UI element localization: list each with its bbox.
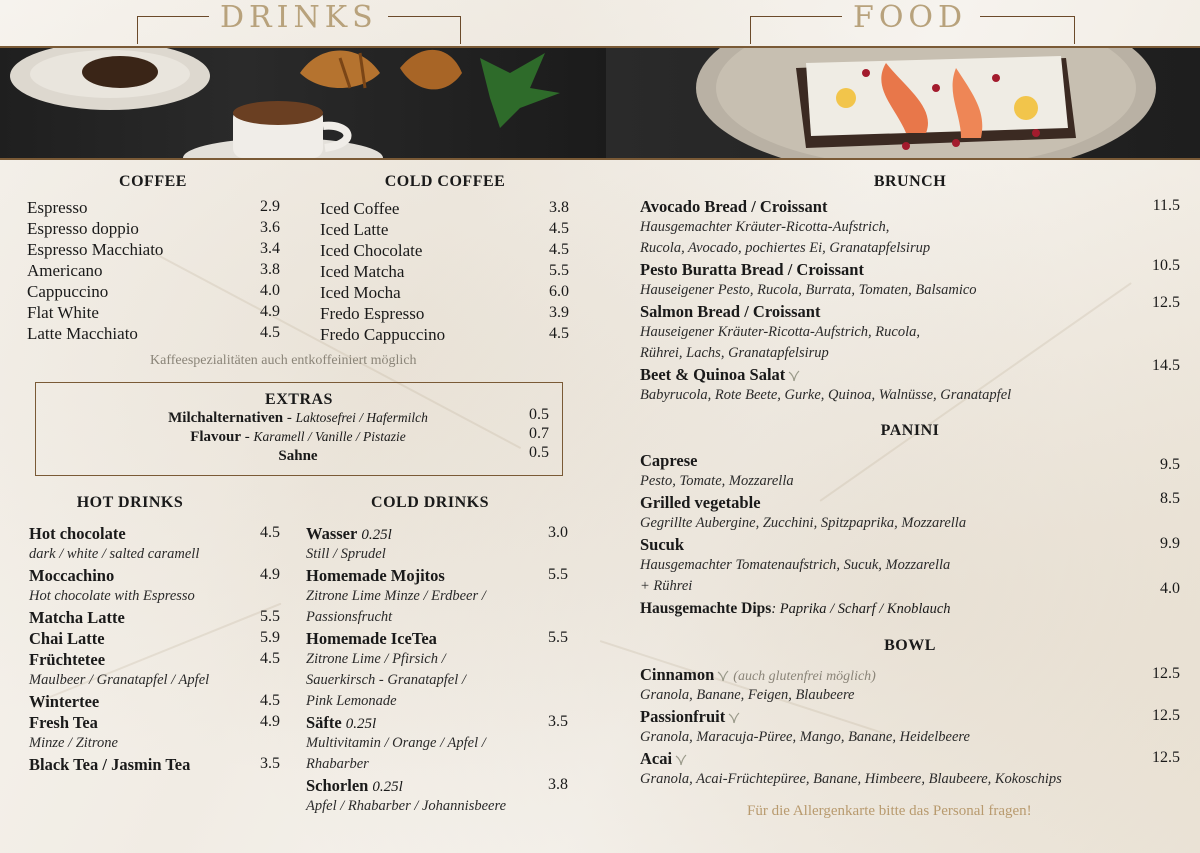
coffee-croissant-photo [0, 48, 606, 158]
menu-item-name: Iced Mocha [320, 283, 401, 302]
extras-item-detail: Laktosefrei / Hafermilch [295, 410, 428, 425]
dips-detail: : Paprika / Scharf / Knoblauch [771, 601, 951, 617]
extras-item-price: 0.7 [529, 425, 549, 442]
menu-item-description: Minze / Zitrone [29, 735, 118, 751]
menu-item-description: Granola, Acai-Früchtepüree, Banane, Himbeere, Blaubeere, Kokoschips [640, 771, 1062, 787]
menu-item-name: Iced Matcha [320, 262, 405, 281]
menu-item-price: 5.5 [548, 629, 568, 646]
menu-item-description: Gegrillte Aubergine, Zucchini, Spitzpaprika, Mozzarella [640, 515, 967, 531]
menu-item-size: 0.25l [372, 779, 403, 795]
extras-item-price: 0.5 [529, 406, 549, 423]
menu-item-description: + Rührei [640, 578, 693, 594]
menu-item-price: 3.5 [260, 755, 280, 772]
vegan-leaf-icon [728, 712, 740, 724]
menu-item-name: Americano [27, 261, 103, 280]
menu-item-description: Zitrone Lime / Pfirsich / [306, 651, 446, 667]
menu-item-description: Rührei, Lachs, Granatapfelsirup [640, 345, 829, 361]
menu-item-name [640, 302, 820, 322]
menu-item-price: 4.9 [260, 566, 280, 583]
menu-item-description: Hausgemachter Tomatenaufstrich, Sucuk, Mozzarella [640, 557, 951, 573]
menu-item-title: Säfte [306, 713, 342, 732]
menu-item-price: 4.5 [260, 692, 280, 709]
menu-item-description: Zitrone Lime Minze / Erdbeer / [306, 588, 486, 604]
menu-item-name: Fredo Cappuccino [320, 325, 446, 344]
menu-item-price: 3.5 [548, 713, 568, 730]
menu-item-title: Caprese [640, 451, 698, 470]
menu-item-name: Früchtetee [29, 650, 106, 669]
menu-item-description: Babyrucola, Rote Beete, Gurke, Quinoa, Walnüsse, Granatapfel [640, 387, 1012, 403]
menu-item-title: Avocado Bread / Croissant [640, 197, 828, 216]
menu-item-price: 4.5 [549, 220, 569, 237]
menu-item-description: Hot chocolate with Espresso [29, 588, 195, 604]
menu-item-title: Homemade IceTea [306, 629, 437, 648]
menu-item-price: 4.5 [549, 325, 569, 342]
cold-drinks-heading: COLD DRINKS [371, 494, 489, 511]
drinks-banner-image [0, 46, 606, 160]
menu-item-title: Schorlen [306, 776, 369, 795]
coffee-heading: COFFEE [119, 173, 187, 190]
menu-item-price: 9.9 [1160, 535, 1180, 552]
extras-item-name: Flavour [190, 429, 242, 445]
menu-item-name: Hot chocolate [29, 524, 126, 543]
salmon-bread-plate-image [606, 48, 1200, 158]
menu-item-name: Wintertee [29, 692, 100, 711]
menu-item-price: 5.5 [260, 608, 280, 625]
menu-item-price: 11.5 [1152, 197, 1180, 214]
extras-heading: EXTRAS [265, 391, 333, 408]
menu-item-price: 5.9 [260, 629, 280, 646]
menu-item-price: 3.6 [260, 219, 280, 236]
extras-item-name: Sahne [278, 448, 318, 464]
menu-item-price: 10.5 [1152, 257, 1180, 274]
menu-item-description: Hausgemachter Kräuter-Ricotta-Aufstrich, [640, 219, 890, 235]
menu-item-price: 3.9 [549, 304, 569, 321]
menu-item-name [640, 260, 864, 280]
menu-item-name: Cappuccino [27, 282, 109, 301]
decaf-note: Kaffeespezialitäten auch entkoffeiniert möglich [150, 353, 417, 368]
menu-item-note: (auch glutenfrei möglich) [733, 669, 876, 684]
menu-item-name: Iced Coffee [320, 199, 400, 218]
food-banner-image [606, 46, 1200, 160]
menu-item-name [640, 365, 800, 385]
menu-item-name [640, 665, 876, 685]
menu-item-price: 12.5 [1152, 294, 1180, 311]
vegan-leaf-icon [675, 754, 687, 766]
menu-item-description: Multivitamin / Orange / Apfel / [306, 735, 486, 751]
menu-item-price: 12.5 [1152, 749, 1180, 766]
menu-item-name [306, 713, 376, 733]
menu-item-name [306, 524, 392, 544]
menu-item-price: 4.5 [260, 650, 280, 667]
menu-item-price: 2.9 [260, 198, 280, 215]
drinks-header [0, 0, 600, 46]
menu-item-price: 14.5 [1152, 357, 1180, 374]
menu-item-description: Apfel / Rhabarber / Johannisbeere [306, 798, 507, 814]
menu-item-name [640, 707, 740, 727]
menu-item-price: 3.4 [260, 240, 280, 257]
food-title: FOOD [853, 0, 968, 35]
menu-item-title: Passionfruit [640, 707, 726, 726]
menu-item-price: 3.0 [548, 524, 568, 541]
drinks-title: DRINKS [220, 0, 378, 35]
menu-item-name: Flat White [27, 303, 99, 322]
extras-item-detail: Karamell / Vanille / Pistazie [253, 429, 406, 444]
extras-item [35, 429, 561, 446]
extras-item-sep: - [241, 429, 254, 445]
menu-item-title: Homemade Mojitos [306, 566, 445, 585]
menu-item-title: Pesto Buratta Bread / Croissant [640, 260, 864, 279]
menu-item-price: 3.8 [260, 261, 280, 278]
hot-drinks-heading: HOT DRINKS [76, 494, 184, 511]
menu-item-name: Espresso doppio [27, 219, 139, 238]
menu-item-title: Salmon Bread / Croissant [640, 302, 821, 321]
menu-item-description: Rucola, Avocado, pochiertes Ei, Granatapfelsirup [640, 240, 931, 256]
vegan-leaf-icon [788, 370, 800, 382]
menu-item-price: 3.8 [548, 776, 568, 793]
menu-item-name: Black Tea / Jasmin Tea [29, 755, 191, 774]
menu-item-name [640, 535, 684, 555]
menu-item-description: dark / white / salted caramell [29, 546, 200, 562]
menu-item-name: Fresh Tea [29, 713, 98, 732]
menu-item-name: Espresso [27, 198, 88, 217]
bowl-heading: BOWL [884, 637, 936, 654]
extras-item [35, 448, 561, 465]
menu-item-title: Grilled vegetable [640, 493, 761, 512]
food-header [600, 0, 1200, 46]
menu-item-name: Iced Latte [320, 220, 389, 239]
dips-row [640, 600, 951, 618]
menu-item-title: Sucuk [640, 535, 685, 554]
menu-item-price: 3.8 [549, 199, 569, 216]
extras-item-price: 0.5 [529, 444, 549, 461]
menu-item-price: 6.0 [549, 283, 569, 300]
menu-item-title: Cinnamon [640, 665, 715, 684]
menu-item-price: 12.5 [1152, 707, 1180, 724]
menu-item-price: 5.5 [548, 566, 568, 583]
menu-item-size: 0.25l [345, 716, 377, 732]
menu-item-title: Wasser [306, 524, 358, 543]
menu-item-name [640, 749, 687, 769]
menu-item-description: Still / Sprudel [306, 546, 386, 562]
menu-item-price: 5.5 [549, 262, 569, 279]
menu-item-name: Moccachino [29, 566, 115, 585]
menu-item-name [640, 197, 827, 217]
menu-item-description: Granola, Maracuja-Püree, Mango, Banane, Heidelbeere [640, 729, 970, 745]
menu-item-name: Espresso Macchiato [27, 240, 164, 259]
extra-egg-price: 4.0 [1160, 580, 1180, 597]
menu-item-description: Rhabarber [306, 756, 369, 772]
menu-item-name: Latte Macchiato [27, 324, 138, 343]
menu-item-price: 4.0 [260, 282, 280, 299]
extras-item-name: Milchalternativen [168, 410, 284, 426]
menu-item-price: 4.9 [260, 303, 280, 320]
menu-item-description: Sauerkirsch - Granatapfel / [306, 672, 466, 688]
menu-item-name [640, 451, 697, 471]
menu-item-name: Chai Latte [29, 629, 105, 648]
menu-item-title: Acai [640, 749, 673, 768]
menu-item-name [306, 566, 445, 586]
vegan-leaf-icon [717, 670, 729, 682]
menu-item-size: 0.25l [361, 527, 392, 543]
menu-item-price: 8.5 [1160, 490, 1180, 507]
menu-item-price: 4.9 [260, 713, 280, 730]
menu-item-price: 4.5 [260, 524, 280, 541]
menu-item-name [306, 776, 403, 796]
menu-item-description: Pink Lemonade [306, 693, 397, 709]
menu-item-description: Pesto, Tomate, Mozzarella [640, 473, 794, 489]
menu-item-name: Fredo Espresso [320, 304, 425, 323]
menu-item-name: Matcha Latte [29, 608, 125, 627]
menu-item-name [640, 493, 761, 513]
allergen-note: Für die Allergenkarte bitte das Personal fragen! [747, 803, 1032, 819]
menu-item-description: Hauseigener Pesto, Rucola, Burrata, Tomaten, Balsamico [640, 282, 977, 298]
menu-item-description: Maulbeer / Granatapfel / Apfel [29, 672, 210, 688]
extras-item-sep: - [283, 410, 296, 426]
menu-item-name [306, 629, 437, 649]
menu-item-description: Hauseigener Kräuter-Ricotta-Aufstrich, Rucola, [640, 324, 920, 340]
extras-item [35, 410, 561, 427]
dips-name: Hausgemachte Dips [640, 600, 772, 617]
menu-item-title: Beet & Quinoa Salat [640, 365, 786, 384]
menu-item-price: 12.5 [1152, 665, 1180, 682]
menu-item-price: 4.5 [549, 241, 569, 258]
menu-item-description: Granola, Banane, Feigen, Blaubeere [640, 687, 855, 703]
cold-coffee-heading: COLD COFFEE [384, 173, 506, 190]
menu-item-description: Passionsfrucht [306, 609, 393, 625]
menu-item-name: Iced Chocolate [320, 241, 423, 260]
panini-heading: PANINI [880, 422, 940, 439]
menu-item-price: 4.5 [260, 324, 280, 341]
menu-item-price: 9.5 [1160, 456, 1180, 473]
brunch-heading: BRUNCH [873, 173, 947, 190]
